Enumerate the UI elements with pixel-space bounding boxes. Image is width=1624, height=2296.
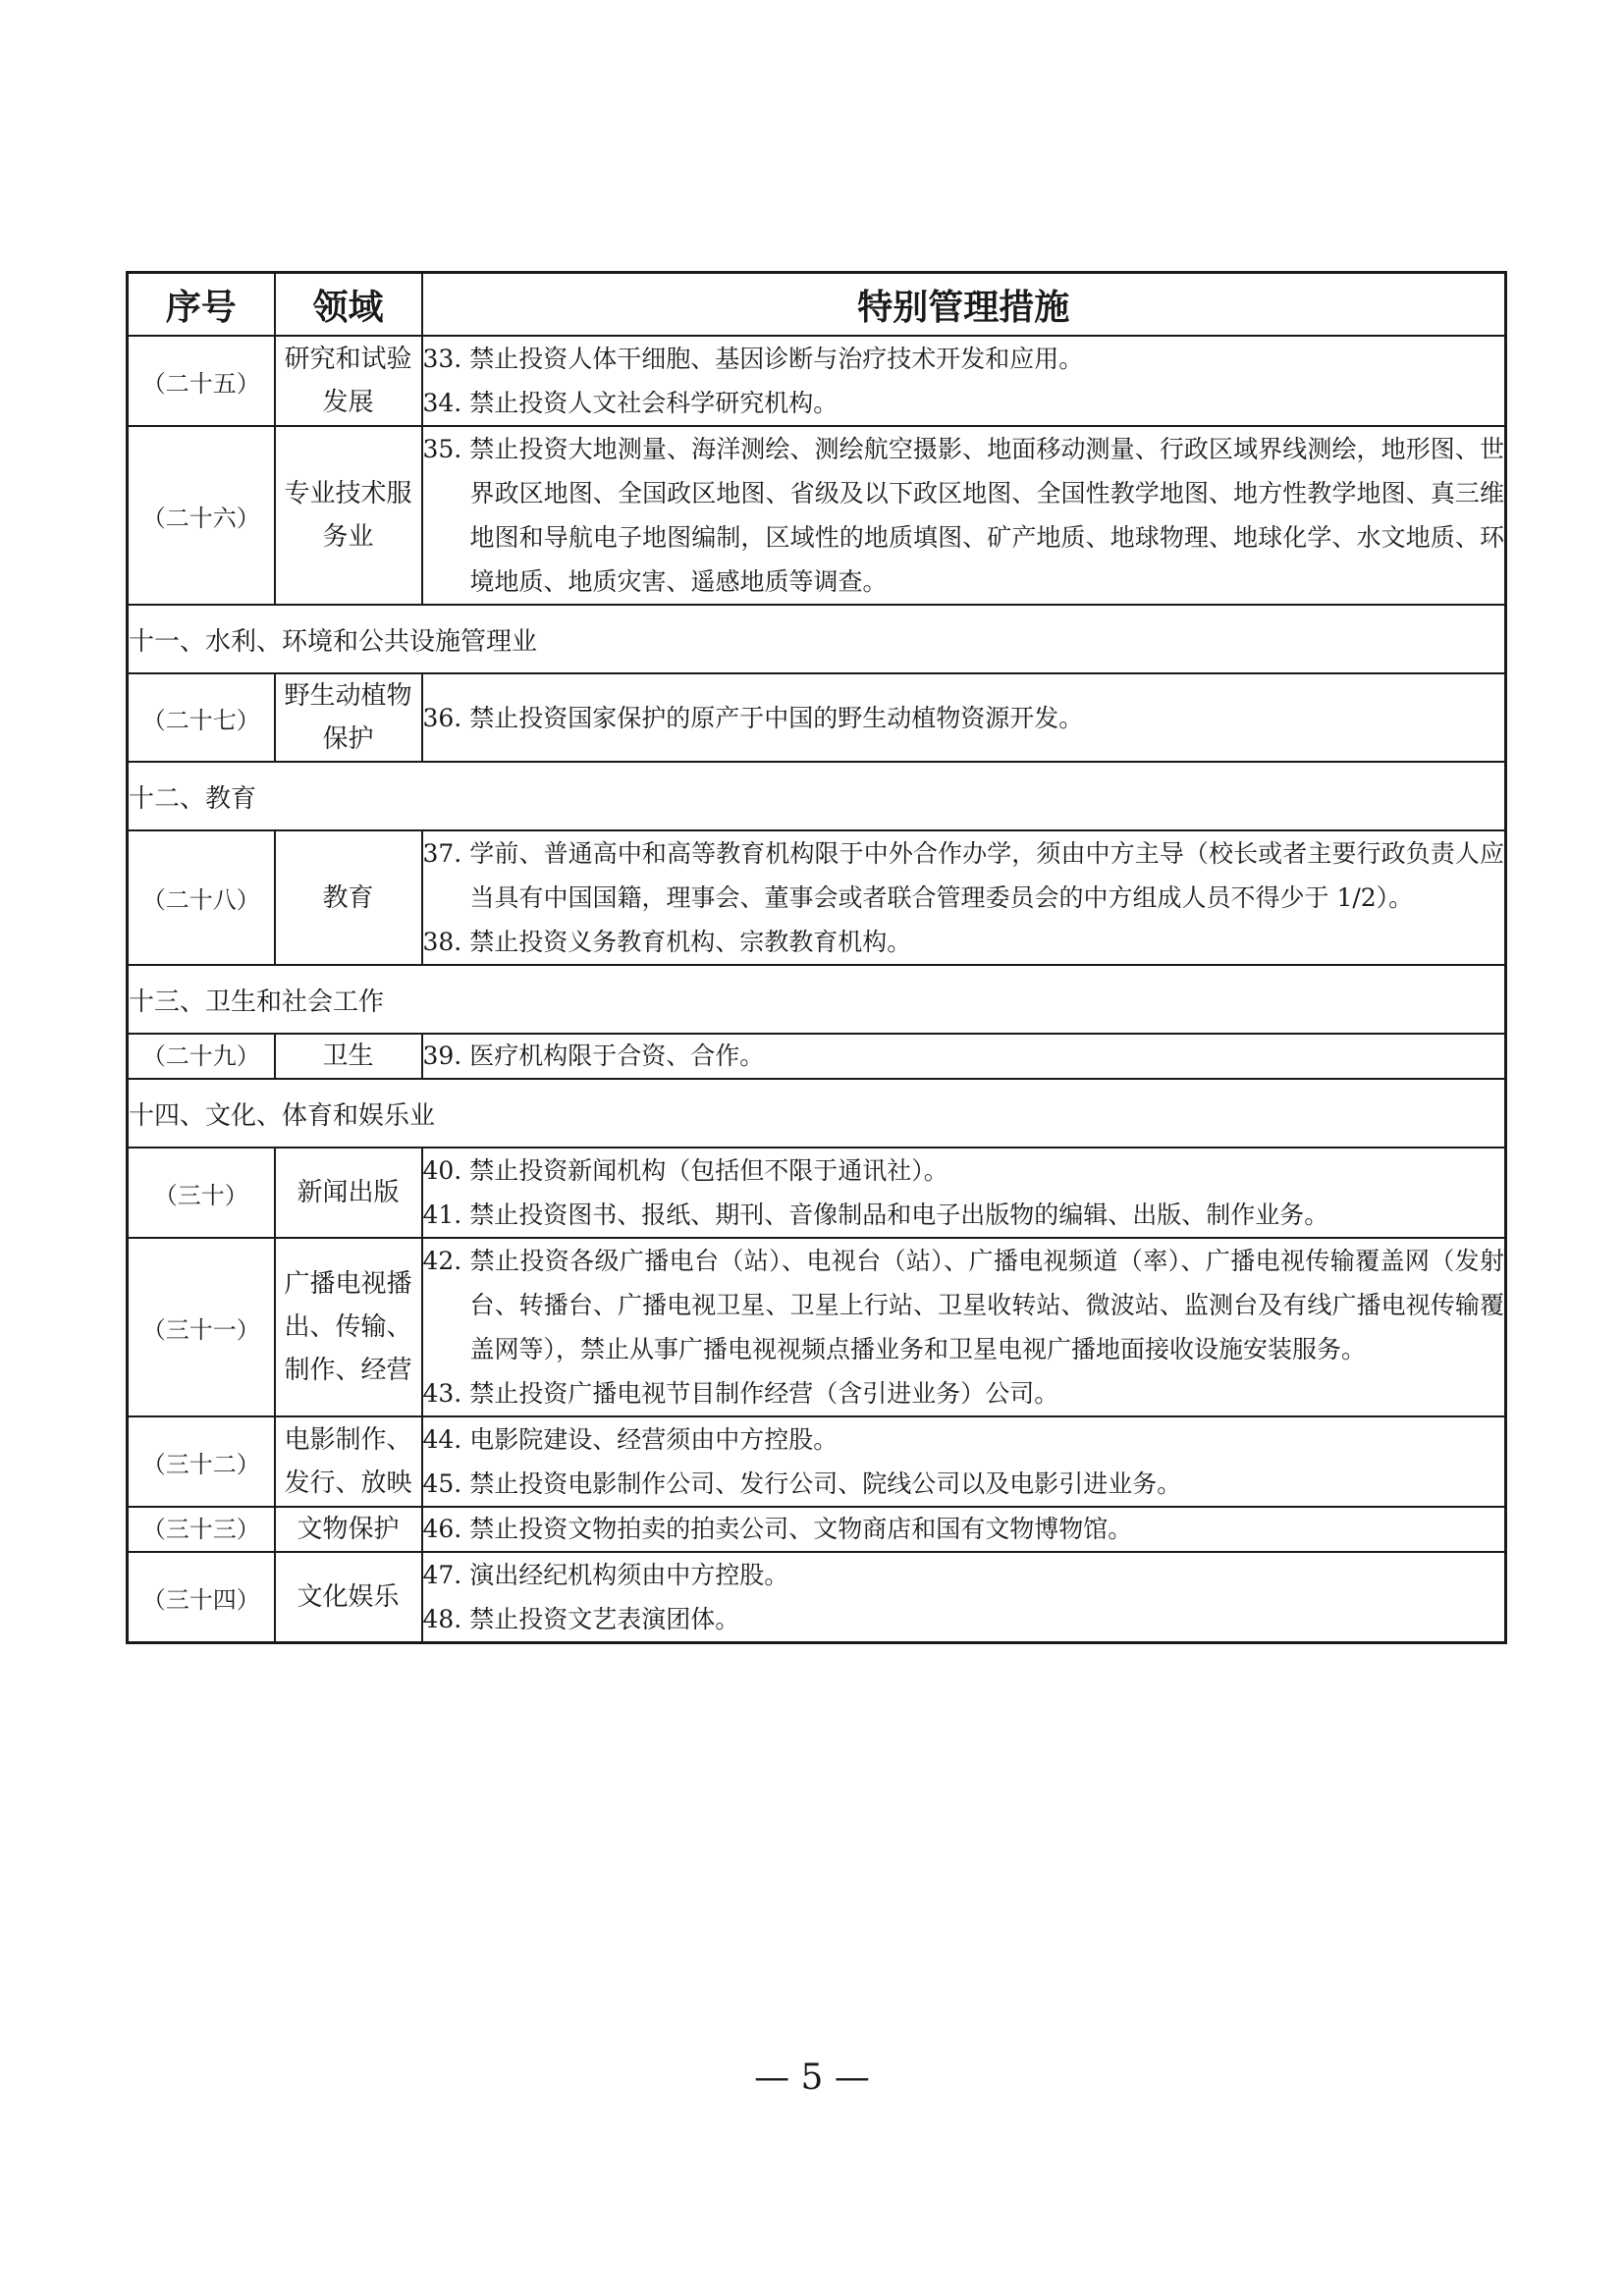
category-row: [128, 1079, 1506, 1148]
table-row: [128, 1034, 1506, 1079]
row-field: 专业技术服务业: [275, 426, 422, 605]
row-field: 电影制作、发行、放映: [275, 1416, 422, 1507]
row-seq: （三十一）: [128, 1238, 275, 1416]
category-title: 十三、卫生和社会工作: [128, 965, 1506, 1034]
row-seq: （二十五）: [128, 336, 275, 426]
page-number: — 5 —: [754, 2057, 870, 2098]
row-field: 文物保护: [275, 1507, 422, 1552]
row-field: 卫生: [275, 1034, 422, 1079]
measure-item: 33. 禁止投资人体干细胞、基因诊断与治疗技术开发和应用。: [422, 345, 1084, 373]
measure-item: 37. 学前、普通高中和高等教育机构限于中外合作办学，须由中方主导（校长或者主要行政负责人应当具有中国国籍，理事会、董事会或者联合管理委员会的中方组成人员不得少于 1/2）。: [422, 839, 1504, 912]
measure-item: 36. 禁止投资国家保护的原产于中国的野生动植物资源开发。: [422, 703, 1084, 732]
row-measures: [422, 1507, 1506, 1552]
row-seq: （二十六）: [128, 426, 275, 605]
row-measures: [422, 426, 1506, 605]
table-row: [128, 1148, 1506, 1238]
row-measures: [422, 1416, 1506, 1507]
row-field: 研究和试验发展: [275, 336, 422, 426]
measure-item: 40. 禁止投资新闻机构（包括但不限于通讯社）。: [422, 1156, 948, 1185]
header-field: 领域: [275, 273, 422, 337]
row-field: 广播电视播出、传输、制作、经营: [275, 1238, 422, 1416]
header-row: [128, 273, 1506, 337]
table-row: [128, 1238, 1506, 1416]
measure-item: 38. 禁止投资义务教育机构、宗教教育机构。: [422, 928, 912, 956]
measure-item: 48. 禁止投资文艺表演团体。: [422, 1605, 740, 1633]
row-measures: [422, 673, 1506, 762]
category-title: 十二、教育: [128, 762, 1506, 830]
row-field: 新闻出版: [275, 1148, 422, 1238]
row-field: 文化娱乐: [275, 1552, 422, 1643]
row-seq: （二十八）: [128, 830, 275, 965]
row-measures: [422, 1148, 1506, 1238]
measure-item: 45. 禁止投资电影制作公司、发行公司、院线公司以及电影引进业务。: [422, 1469, 1182, 1498]
row-seq: （三十三）: [128, 1507, 275, 1552]
row-seq: （二十七）: [128, 673, 275, 762]
row-measures: [422, 1034, 1506, 1079]
row-measures: [422, 1552, 1506, 1643]
table-row: [128, 1552, 1506, 1643]
row-measures: [422, 1238, 1506, 1416]
table-row: [128, 1416, 1506, 1507]
row-field: 野生动植物保护: [275, 673, 422, 762]
measure-item: 42. 禁止投资各级广播电台（站）、电视台（站）、广播电视频道（率）、广播电视传输覆盖网（发射台、转播台、广播电视卫星、卫星上行站、卫星收转站、微波站、监测台及有线广播电视传输覆盖网等），禁止从事广播电视视频点播业务和卫星电视广播地面接收设施安装服务。: [422, 1247, 1504, 1363]
row-seq: （三十四）: [128, 1552, 275, 1643]
measure-item: 47. 演出经纪机构须由中方控股。: [422, 1561, 789, 1589]
row-seq: （三十二）: [128, 1416, 275, 1507]
table-row: [128, 336, 1506, 426]
category-row: [128, 965, 1506, 1034]
row-measures: [422, 830, 1506, 965]
row-seq: （三十）: [128, 1148, 275, 1238]
measure-item: 35. 禁止投资大地测量、海洋测绘、测绘航空摄影、地面移动测量、行政区域界线测绘，地形图、世界政区地图、全国政区地图、省级及以下政区地图、全国性教学地图、地方性教学地图、真三维地图和导航电子地图编制，区域性的地质填图、矿产地质、地球物理、地球化学、水文地质、环境地质、地质灾害、遥感地质等调查。: [422, 435, 1504, 596]
measure-item: 43. 禁止投资广播电视节目制作经营（含引进业务）公司。: [422, 1379, 1059, 1408]
row-measures: [422, 336, 1506, 426]
header-seq: 序号: [128, 273, 275, 337]
measure-item: 46. 禁止投资文物拍卖的拍卖公司、文物商店和国有文物博物馆。: [422, 1515, 1133, 1543]
category-title: 十四、文化、体育和娱乐业: [128, 1079, 1506, 1148]
measures-table: [126, 271, 1507, 1644]
row-field: 教育: [275, 830, 422, 965]
category-row: [128, 605, 1506, 673]
category-row: [128, 762, 1506, 830]
header-measures: 特别管理措施: [422, 273, 1506, 337]
category-title: 十一、水利、环境和公共设施管理业: [128, 605, 1506, 673]
table-row: [128, 830, 1506, 965]
table-body: [128, 336, 1506, 1643]
measure-item: 41. 禁止投资图书、报纸、期刊、音像制品和电子出版物的编辑、出版、制作业务。: [422, 1201, 1329, 1229]
table-row: [128, 1507, 1506, 1552]
table-row: [128, 426, 1506, 605]
measure-item: 34. 禁止投资人文社会科学研究机构。: [422, 389, 839, 417]
measure-item: 44. 电影院建设、经营须由中方控股。: [422, 1425, 839, 1454]
row-seq: （二十九）: [128, 1034, 275, 1079]
measure-item: 39. 医疗机构限于合资、合作。: [422, 1041, 765, 1070]
table-row: [128, 673, 1506, 762]
